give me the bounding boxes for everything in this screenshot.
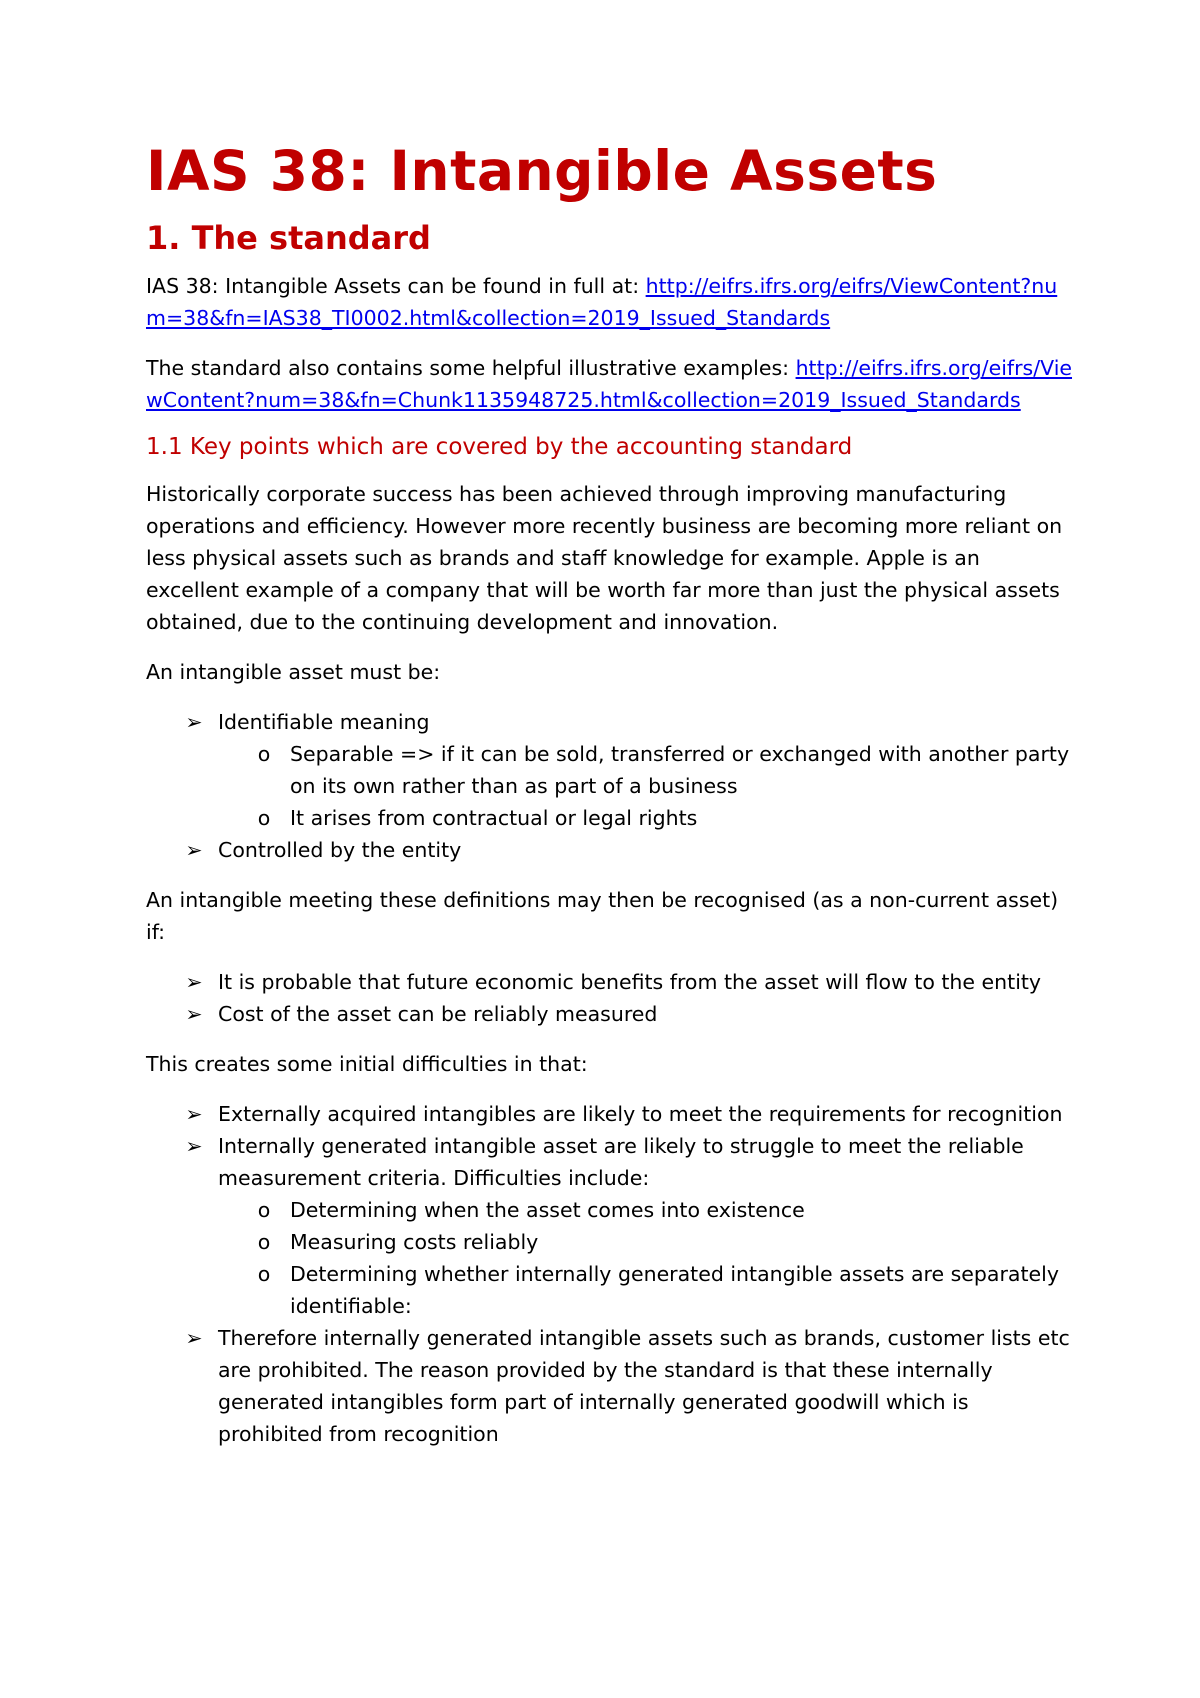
identifiable-sub-list <box>218 738 1076 834</box>
recognised-if-paragraph: An intangible meeting these definitions may then be recognised (as a non-current asset) if: <box>146 888 1059 945</box>
arrow-bullet-icon: ➢ <box>185 970 203 995</box>
list-item <box>257 1226 1076 1258</box>
circle-bullet-icon: o <box>257 742 271 767</box>
list-item <box>185 834 1076 866</box>
illustrative-examples-text: The standard also contains some helpful illustrative examples: <box>146 356 796 381</box>
must-be-paragraph: An intangible asset must be: <box>146 660 441 685</box>
list-item-text: Cost of the asset can be reliably measured <box>218 1002 658 1027</box>
illustrative-examples-paragraph <box>146 352 1076 416</box>
difficulties-intro-paragraph: This creates some initial difficulties in that: <box>146 1052 588 1077</box>
arrow-bullet-icon: ➢ <box>185 1326 203 1351</box>
standard-full-text-link[interactable]: http://eifrs.ifrs.org/eifrs/ViewContent?num=38&fn=IAS38_TI0002.html&collection=2019_Issued_Standards <box>146 274 1058 331</box>
list-item-text: Identifiable meaning <box>218 710 430 735</box>
list-item <box>257 738 1076 802</box>
list-item-text: Externally acquired intangibles are likely to meet the requirements for recognition <box>218 1102 1063 1127</box>
list-item <box>185 706 1076 834</box>
list-item-text: Internally generated intangible asset are likely to struggle to meet the reliable measurement criteria. Difficulties include: <box>218 1134 1024 1191</box>
illustrative-examples-link[interactable]: http://eifrs.ifrs.org/eifrs/ViewContent?num=38&fn=Chunk1135948725.html&collection=2019_Issued_Standards <box>146 356 1073 413</box>
list-item <box>257 802 1076 834</box>
list-item-text: Measuring costs reliably <box>290 1230 539 1255</box>
circle-bullet-icon: o <box>257 1262 271 1287</box>
arrow-bullet-icon: ➢ <box>185 1002 203 1027</box>
list-item <box>185 998 1076 1030</box>
difficulties-sub-list <box>218 1194 1076 1322</box>
section-heading-key-points: 1.1 Key points which are covered by the accounting standard <box>146 434 853 461</box>
list-item-text: Determining when the asset comes into existence <box>290 1198 805 1223</box>
arrow-bullet-icon: ➢ <box>185 1134 203 1159</box>
list-item <box>185 1098 1076 1130</box>
list-item <box>185 1130 1076 1322</box>
list-item <box>185 1322 1076 1450</box>
arrow-bullet-icon: ➢ <box>185 1102 203 1127</box>
list-item-text: It is probable that future economic benefits from the asset will flow to the entity <box>218 970 1042 995</box>
list-item <box>257 1258 1076 1322</box>
arrow-bullet-icon: ➢ <box>185 838 203 863</box>
recognition-criteria-list <box>146 966 1076 1030</box>
list-item-text: Therefore internally generated intangible assets such as brands, customer lists etc are prohibited. The reason provided by the standard is that these internally generated intangibles form part of internally generated goodwill which is prohibited from recognition <box>218 1326 1070 1447</box>
list-item-text: Determining whether internally generated intangible assets are separately identifiable: <box>290 1262 1059 1319</box>
standard-location-paragraph <box>146 270 1076 334</box>
circle-bullet-icon: o <box>257 806 271 831</box>
list-item <box>185 966 1076 998</box>
list-item-text: It arises from contractual or legal rights <box>290 806 698 831</box>
document-page <box>146 140 1076 1468</box>
list-item-text: Separable => if it can be sold, transferred or exchanged with another party on its own rather than as part of a business <box>290 742 1070 799</box>
list-item <box>257 1194 1076 1226</box>
intro-paragraph: Historically corporate success has been achieved through improving manufacturing operations and efficiency. However more recently business are becoming more reliant on less physical assets such as brands and staff knowledge for example. Apple is an excellent example of a company that will be worth far more than just the physical assets obtained, due to the continuing development and innovation. <box>146 482 1063 635</box>
circle-bullet-icon: o <box>257 1198 271 1223</box>
standard-location-text: IAS 38: Intangible Assets can be found in full at: <box>146 274 646 299</box>
arrow-bullet-icon: ➢ <box>185 710 203 735</box>
circle-bullet-icon: o <box>257 1230 271 1255</box>
page-title: IAS 38: Intangible Assets <box>146 139 938 203</box>
must-be-list <box>146 706 1076 866</box>
section-heading-standard: 1. The standard <box>146 219 431 258</box>
list-item-text: Controlled by the entity <box>218 838 462 863</box>
difficulties-list <box>146 1098 1076 1450</box>
